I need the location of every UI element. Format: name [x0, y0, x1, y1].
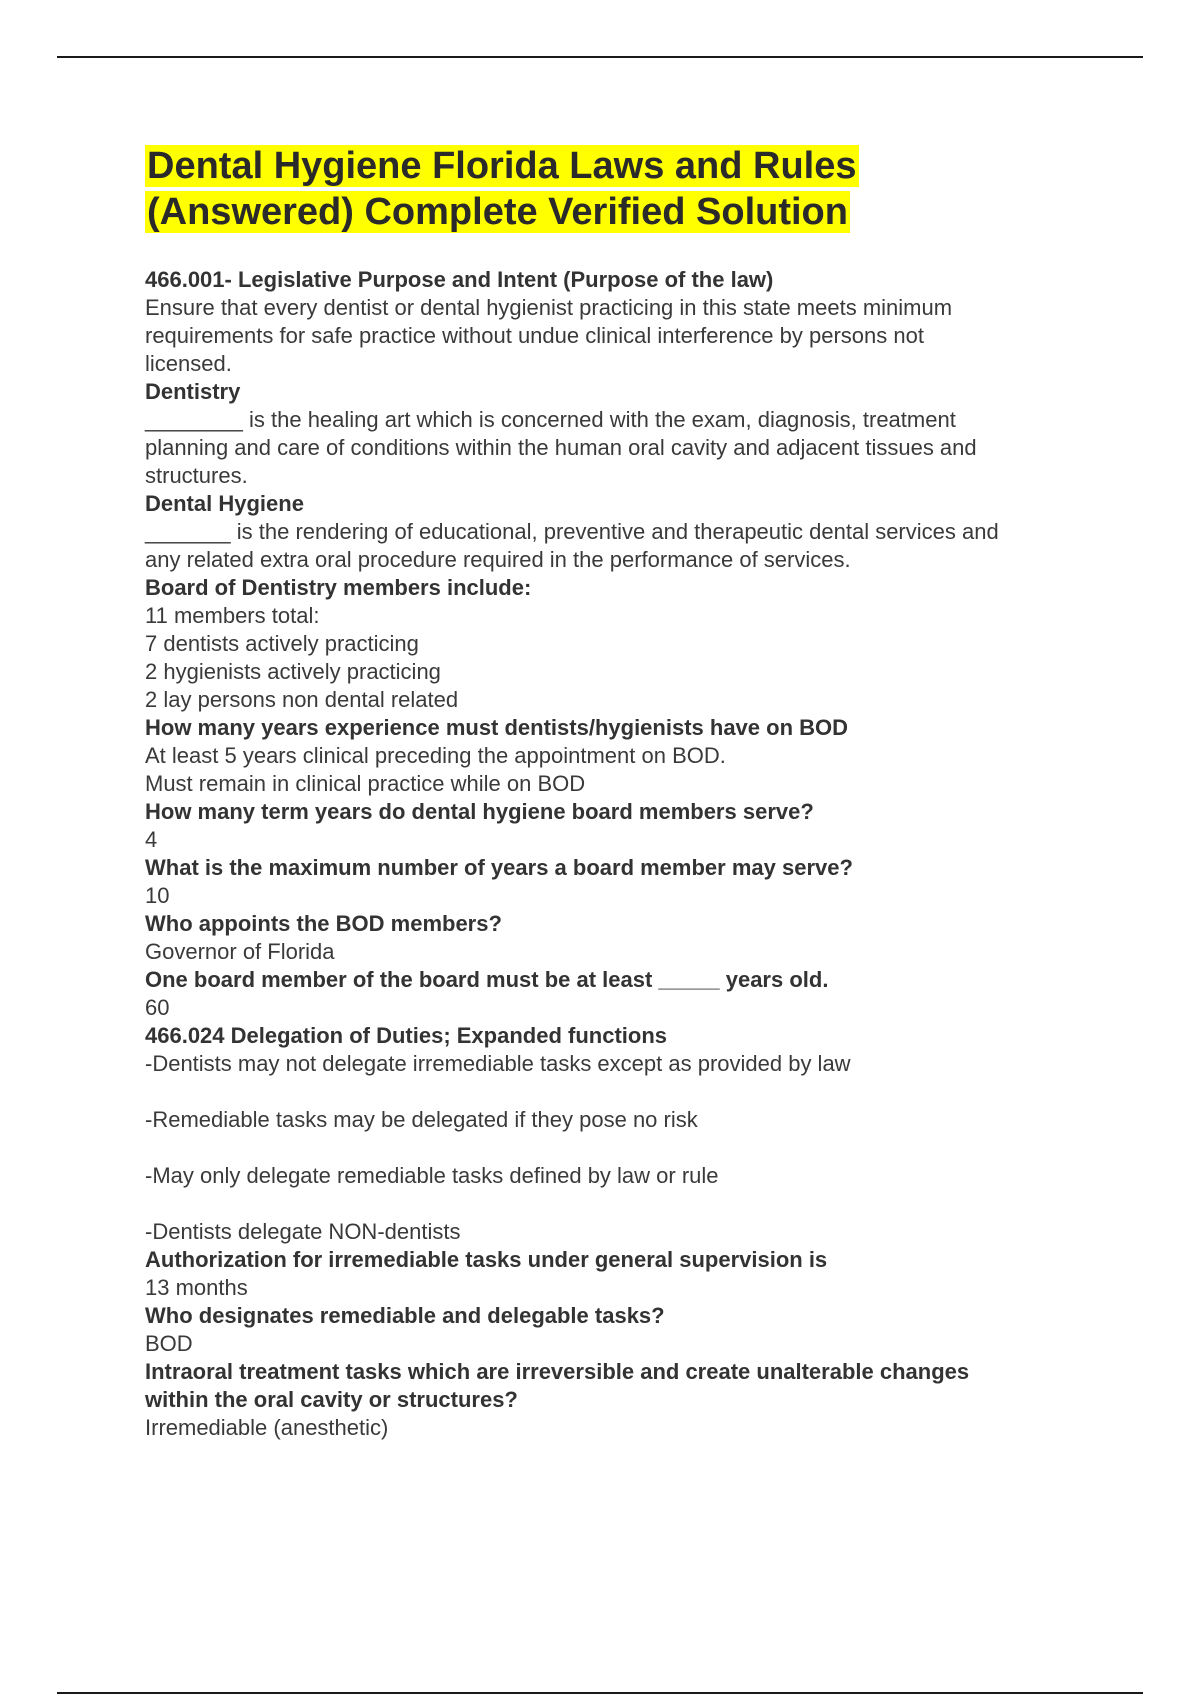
card-appoints — [145, 910, 1085, 966]
question: What is the maximum number of years a board member may serve? — [145, 855, 853, 880]
question: How many term years do dental hygiene board members serve? — [145, 799, 814, 824]
card-dental-hygiene — [145, 490, 1085, 574]
document-body — [145, 266, 1085, 1442]
document-title — [145, 143, 1105, 235]
card-maximum-years — [145, 854, 1085, 910]
paragraph-gap — [145, 1134, 1085, 1162]
card-legislative-purpose — [145, 266, 1085, 378]
question: One board member of the board must be at least _____ years old. — [145, 967, 829, 992]
question: Authorization for irremediable tasks under general supervision is — [145, 1247, 828, 1272]
card-designates — [145, 1302, 1085, 1358]
answer: 4 — [145, 827, 158, 852]
question: Who designates remediable and delegable tasks? — [145, 1303, 665, 1328]
question: 466.024 Delegation of Duties; Expanded functions — [145, 1023, 667, 1048]
answer: _______ is the rendering of educational, preventive and therapeutic dental services and any related extra oral procedure required in the performance of services. — [145, 519, 999, 572]
answer-part: -Dentists may not delegate irremediable tasks except as provided by law — [145, 1051, 851, 1076]
answer: Ensure that every dentist or dental hygienist practicing in this state meets minimum requirements for safe practice without undue clinical interference by persons not licensed. — [145, 295, 953, 376]
card-authorization — [145, 1246, 1085, 1302]
top-rule — [57, 56, 1143, 58]
answer: ________ is the healing art which is concerned with the exam, diagnosis, treatment planning and care of conditions within the human oral cavity and adjacent tissues and structures. — [145, 407, 977, 488]
answer: 13 months — [145, 1275, 248, 1300]
question: Dentistry — [145, 379, 241, 404]
card-intraoral — [145, 1358, 1085, 1442]
question: Intraoral treatment tasks which are irreversible and create unalterable changes within the oral cavity or structures? — [145, 1359, 970, 1412]
question: How many years experience must dentists/hygienists have on BOD — [145, 715, 849, 740]
card-years-experience — [145, 714, 1085, 798]
answer-part: -May only delegate remediable tasks defined by law or rule — [145, 1163, 719, 1188]
answer: Irremediable (anesthetic) — [145, 1415, 389, 1440]
card-delegation — [145, 1022, 1085, 1246]
answer: BOD — [145, 1331, 193, 1356]
card-dentistry — [145, 378, 1085, 490]
paragraph-gap — [145, 1190, 1085, 1218]
question: Dental Hygiene — [145, 491, 304, 516]
card-board-members — [145, 574, 1085, 714]
question: 466.001- Legislative Purpose and Intent (Purpose of the law) — [145, 267, 774, 292]
title-line-2: (Answered) Complete Verified Solution — [147, 191, 848, 233]
question: Who appoints the BOD members? — [145, 911, 502, 936]
bottom-rule — [57, 1692, 1143, 1694]
answer: At least 5 years clinical preceding the appointment on BOD. Must remain in clinical practice while on BOD — [145, 743, 726, 796]
answer-part: -Remediable tasks may be delegated if they pose no risk — [145, 1107, 698, 1132]
title-line-1: Dental Hygiene Florida Laws and Rules — [147, 145, 857, 187]
answer-part: -Dentists delegate NON-dentists — [145, 1219, 461, 1244]
card-term-years — [145, 798, 1085, 854]
question: Board of Dentistry members include: — [145, 575, 532, 600]
answer: 11 members total: 7 dentists actively practicing 2 hygienists actively practicing 2 lay persons non dental related — [145, 603, 459, 712]
card-minimum-age — [145, 966, 1085, 1022]
answer: Governor of Florida — [145, 939, 335, 964]
answer: 10 — [145, 883, 170, 908]
paragraph-gap — [145, 1078, 1085, 1106]
answer: 60 — [145, 995, 170, 1020]
